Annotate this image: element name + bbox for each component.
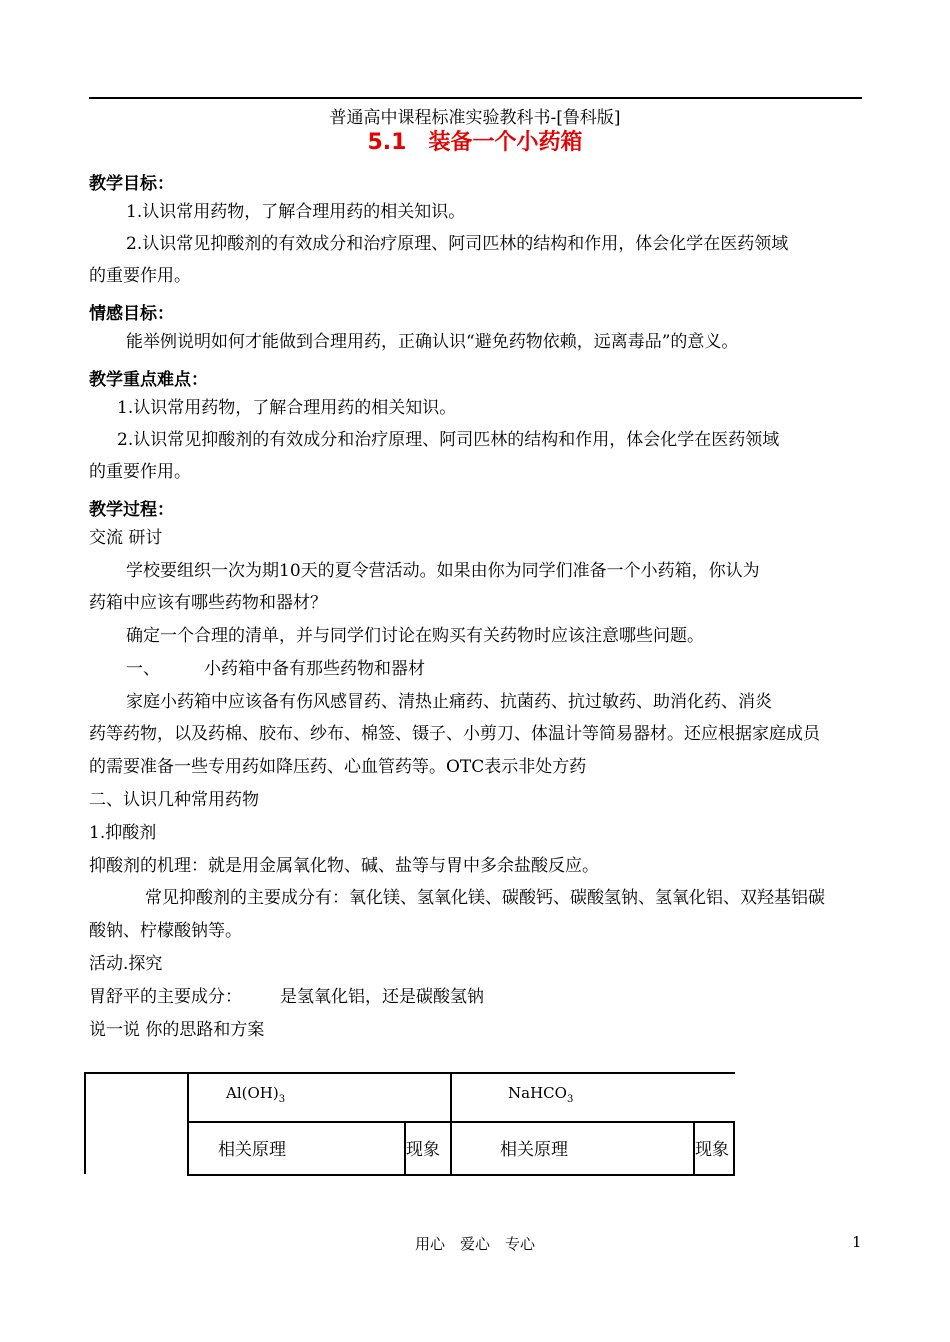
table-bottom-border [187, 1174, 735, 1176]
keypoints-item-2-line-2: 的重要作用。 [89, 462, 191, 482]
mechanism-text: 抑酸剂的机理：就是用金属氧化物、碱、盐等与胃中多余盐酸反应。 [89, 856, 599, 876]
table-col-divider-1 [187, 1072, 189, 1175]
table-phenomenon-2: 现象 [695, 1140, 729, 1160]
goals-item-1: 1.认识常用药物，了解合理用药的相关知识。 [126, 202, 466, 222]
emotion-heading: 情感目标： [89, 304, 174, 324]
para3-line-3: 的需要准备一些专用药如降压药、心血管药等。OTC表示非处方药 [89, 757, 587, 777]
page-number: 1 [852, 1233, 862, 1251]
section1-number: 一、 [126, 659, 160, 679]
para2: 确定一个合理的清单，并与同学们讨论在购买有关药物时应该注意哪些问题。 [126, 626, 704, 646]
emotion-text: 能举例说明如何才能做到合理用药，正确认识“避免药物依赖，远离毒品”的意义。 [126, 332, 739, 352]
para3-line-2: 药等药物，以及药棉、胶布、纱布、棉签、镊子、小剪刀、体温计等简易器材。还应根据家庭成员 [89, 724, 820, 744]
page-title: 5.1 装备一个小药箱 [367, 130, 583, 155]
say-label: 说一说 你的思路和方案 [89, 1020, 265, 1040]
table-mid-border [187, 1121, 735, 1123]
page-footer: 用心 爱心 专心 [414, 1235, 535, 1253]
common-line-2: 酸钠、柠檬酸钠等。 [89, 921, 242, 941]
header-rule [89, 97, 862, 99]
common-line-1: 常见抑酸剂的主要成分有：氧化镁、氢氧化镁、碳酸钙、碳酸氢钠、氢氧化铝、双羟基铝碳 [145, 888, 825, 908]
process-heading: 教学过程： [89, 500, 174, 520]
table-principle-2: 相关原理 [500, 1140, 568, 1160]
exchange-label: 交流 研讨 [89, 528, 163, 548]
goals-item-2-line-1: 2.认识常见抑酸剂的有效成分和治疗原理、阿司匹林的结构和作用，体会化学在医药领域 [126, 234, 789, 254]
keypoints-item-2-line-1: 2.认识常见抑酸剂的有效成分和治疗原理、阿司匹林的结构和作用，体会化学在医药领域 [117, 430, 780, 450]
table-right-border [733, 1121, 735, 1175]
sub1-title: 1.抑酸剂 [89, 823, 157, 843]
document-header: 普通高中课程标准实验教科书-[鲁科版] [329, 108, 621, 128]
goals-item-2-line-2: 的重要作用。 [89, 266, 191, 286]
weishuping-label: 胃舒平的主要成分： [89, 987, 242, 1007]
table-left-border [84, 1072, 86, 1174]
section2-title: 二、认识几种常用药物 [89, 790, 259, 810]
section1-title: 小药箱中备有那些药物和器材 [204, 659, 425, 679]
table-header-aloh3: $Al(OH)_3$ [226, 1084, 286, 1105]
table-header-nahco3: NaHCO$_3$ [508, 1084, 574, 1105]
para1-line-2: 药箱中应该有哪些药物和器材？ [89, 593, 327, 613]
weishuping-question: 是氢氧化铝，还是碳酸氢钠 [280, 987, 484, 1007]
goals-heading: 教学目标： [89, 174, 174, 194]
activity-label: 活动.探究 [89, 954, 163, 974]
keypoints-item-1: 1.认识常用药物，了解合理用药的相关知识。 [117, 398, 457, 418]
table-phenomenon-1: 现象 [406, 1140, 440, 1160]
para3-line-1: 家庭小药箱中应该备有伤风感冒药、清热止痛药、抗菌药、抗过敏药、助消化药、消炎 [126, 692, 772, 712]
table-principle-1: 相关原理 [218, 1140, 286, 1160]
table-col-divider-3 [450, 1072, 452, 1175]
table-top-border [84, 1072, 735, 1074]
para1-line-1: 学校要组织一次为期10天的夏令营活动。如果由你为同学们准备一个小药箱，你认为 [126, 561, 760, 581]
keypoints-heading: 教学重点难点： [89, 370, 208, 390]
